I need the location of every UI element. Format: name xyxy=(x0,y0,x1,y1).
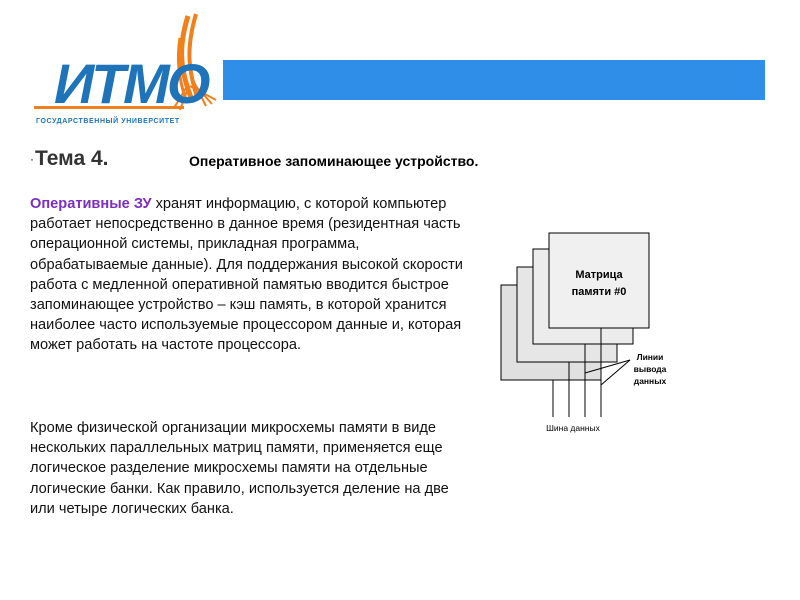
lines-label-1: Линии xyxy=(636,352,664,362)
matrix-label-1: Матрица xyxy=(575,269,623,281)
bus-label: Шина данных xyxy=(546,423,600,433)
logo-subtitle: ГОСУДАРСТВЕННЫЙ УНИВЕРСИТЕТ xyxy=(36,118,180,125)
lines-label-3: данных xyxy=(633,376,667,386)
memory-matrix-diagram xyxy=(495,225,785,440)
lines-label-2: вывода xyxy=(633,364,667,374)
itmo-logo xyxy=(30,8,220,123)
paragraph-1 xyxy=(30,194,470,356)
logo-wordmark: ИТМО xyxy=(54,52,208,115)
highlight-term: Оперативные ЗУ xyxy=(30,196,152,212)
paragraph-2: Кроме физической организации микросхемы памяти в виде нескольких параллельных матриц памяти, применяется еще логическое разделение микросхемы памяти на отдельные логические банки. Как правило, используется деление на две или четыре логических банка. xyxy=(30,420,449,517)
page-title: Оперативное запоминающее устройство. xyxy=(189,153,479,169)
header-bar xyxy=(223,60,765,100)
title-bullet: · xyxy=(30,152,34,166)
topic-number: Тема 4. xyxy=(35,147,109,170)
paragraph-1-text: хранят информацию, с которой компьютер работает непосредственно в данное время (резидентная часть операционной системы, прикладная программа, обрабатываемые данные). Для поддержания высокой скорости работа с медленной оперативной памятью вводится быстрое запоминающее устройство – кэш память, в которой хранится наиболее часто используемые процессором данные и, которая может работать на частоте процессора. xyxy=(30,196,463,354)
matrix-label-2: памяти #0 xyxy=(571,286,627,298)
